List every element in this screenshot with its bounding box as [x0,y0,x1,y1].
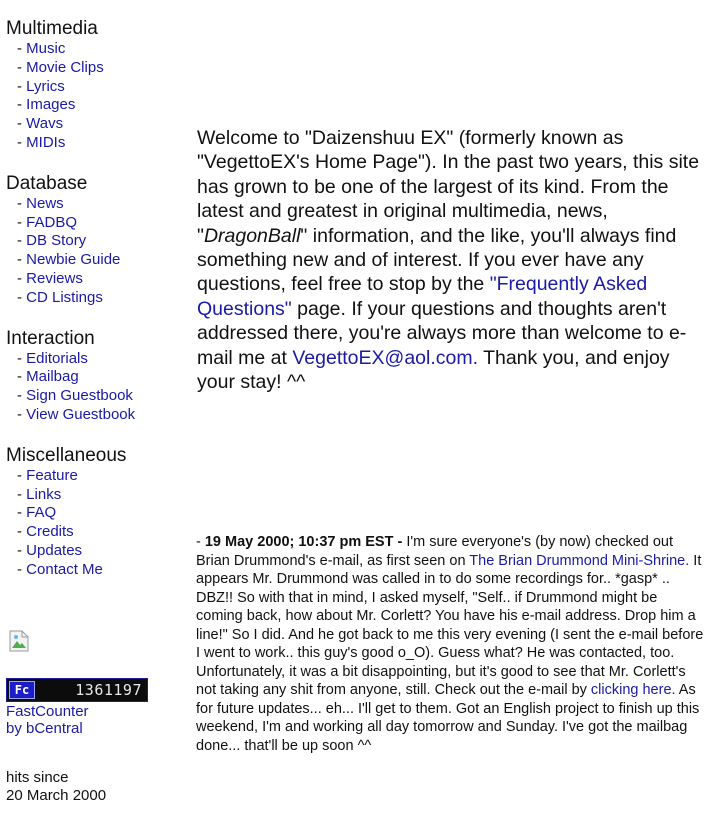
nav-link-links[interactable]: Links [26,485,62,503]
nav-link-sign-guestbook[interactable]: Sign Guestbook [26,387,133,405]
nav-item-news: - News [17,194,64,212]
welcome-paragraph: Welcome to "Daizenshuu EX" (formerly known as "VegettoEX's Home Page"). In the past two years, this site has grown to be one of the largest of its kind. From the latest and greatest in original multimedia, news, "DragonBall" information, and the like, you'll always find something new and of interest. If you ever have any questions, feel free to stop by the "Frequently Asked Questions" page. If your questions and thoughts aren't addressed there, you're always more than welcome to e-mail me at VegettoEX@aol.com. Thank you, and enjoy your stay! ^^ [197,127,700,394]
nav-item-cd-listings: - CD Listings [17,288,103,306]
nav-link-newbie-guide[interactable]: Newbie Guide [26,251,121,269]
brian-drummond-shrine-link[interactable]: The Brian Drummond Mini-Shrine. [469,552,690,569]
nav-section-multimedia [6,18,186,153]
sidebar-nav [6,18,186,600]
nav-link-reviews[interactable]: Reviews [26,269,83,287]
nav-item-db-story: - DB Story [17,232,87,250]
fastcounter-link-line1[interactable]: FastCounter [6,703,89,720]
hits-since-text [6,769,106,805]
dragonball-title: DragonBall [203,224,301,247]
nav-item-links: - Links [17,485,62,503]
nav-link-db-story[interactable]: DB Story [26,232,87,250]
email-link[interactable]: VegettoEX@aol.com. [292,346,479,369]
nav-item-faq: - FAQ [17,504,57,522]
nav-link-cd-listings[interactable]: CD Listings [26,288,103,306]
counter-value: 1361197 [75,681,142,699]
nav-item-music: - Music [17,40,66,57]
nav-link-midis[interactable]: MIDIs [26,133,66,151]
nav-item-fadbq: - FADBQ [17,213,78,231]
news-entry: - 19 May 2000; 10:37 pm EST - I'm sure everyone's (by now) checked out Brian Drummond's e-mail, as first seen on The Brian Drummond Mini-Shrine. It appears Mr. Drummond was called in to do some recordings for.. *gasp* .. DBZ!! So with that in mind, I asked myself, "Self.. if Drummond might be coming back, how about Mr. Corlett? You have his e-mail address. Drop him a line!" So I did. And he got back to me this very evening (I sent the e-mail before I went to work.. this guy's good o_O). Guess what? He was contacted, too. Unfortunately, it was a bit disappointing, but it's good to see that Mr. Corlett's not taking any shit from anyone, still. Check out the e-mail by clicking here. As for future updates... eh... I'll get to them. Got an English project to finish up this weekend, I'm and working all day tomorrow and Sunday. I've got the mailbag done... that'll be up soon ^^ [196,534,704,754]
nav-section-title: Database [6,172,88,194]
clicking-here-link[interactable]: clicking here. [590,682,676,698]
nav-link-credits[interactable]: Credits [26,523,74,541]
nav-item-sign-guestbook: - Sign Guestbook [17,387,133,405]
nav-item-wavs: - Wavs [17,115,64,133]
nav-link-feature[interactable]: Feature [26,466,78,484]
nav-item-reviews: - Reviews [17,269,83,287]
nav-link-lyrics[interactable]: Lyrics [26,77,65,95]
nav-item-mailbag: - Mailbag [17,368,79,386]
hit-counter[interactable] [6,678,148,702]
nav-section-database [6,173,186,308]
nav-link-music[interactable]: Music [26,40,66,57]
nav-section-title: Miscellaneous [6,444,127,466]
nav-item-feature: - Feature [17,466,78,484]
nav-item-view-guestbook: - View Guestbook [17,405,136,423]
nav-item-images: - Images [17,96,76,114]
nav-link-view-guestbook[interactable]: View Guestbook [26,405,136,423]
nav-item-updates: - Updates [17,541,83,559]
nav-link-editorials[interactable]: Editorials [26,349,88,367]
nav-link-movie-clips[interactable]: Movie Clips [26,58,104,76]
fastcounter-logo-icon: Fc [9,681,35,699]
nav-section-title: Multimedia [6,18,98,39]
nav-link-news[interactable]: News [26,194,64,212]
nav-item-editorials: - Editorials [17,349,88,367]
nav-section-title: Interaction [6,327,95,349]
nav-link-images[interactable]: Images [26,96,76,114]
nav-item-lyrics: - Lyrics [17,77,65,95]
nav-link-wavs[interactable]: Wavs [26,115,64,133]
nav-section-interaction [6,328,186,425]
nav-link-contact-me[interactable]: Contact Me [26,560,103,578]
nav-item-newbie-guide: - Newbie Guide [17,251,121,269]
nav-link-faq[interactable]: FAQ [26,504,57,522]
nav-item-midis: - MIDIs [17,133,66,151]
faq-link[interactable]: "Frequently Asked Questions" [197,273,648,320]
nav-link-fadbq[interactable]: FADBQ [26,213,78,231]
fastcounter-link [6,703,89,737]
hits-line2: 20 March 2000 [6,787,107,804]
nav-section-miscellaneous [6,445,186,580]
nav-item-credits: - Credits [17,523,74,541]
news-date: 19 May 2000; 10:37 pm EST - [204,534,403,550]
nav-link-mailbag[interactable]: Mailbag [26,368,79,386]
nav-item-movie-clips: - Movie Clips [17,58,104,76]
hits-line1: hits since [6,769,69,786]
nav-item-contact-me: - Contact Me [17,560,103,578]
nav-link-updates[interactable]: Updates [26,541,83,559]
broken-image-icon [7,629,31,653]
fastcounter-link-line2[interactable]: by bCentral [6,720,83,737]
